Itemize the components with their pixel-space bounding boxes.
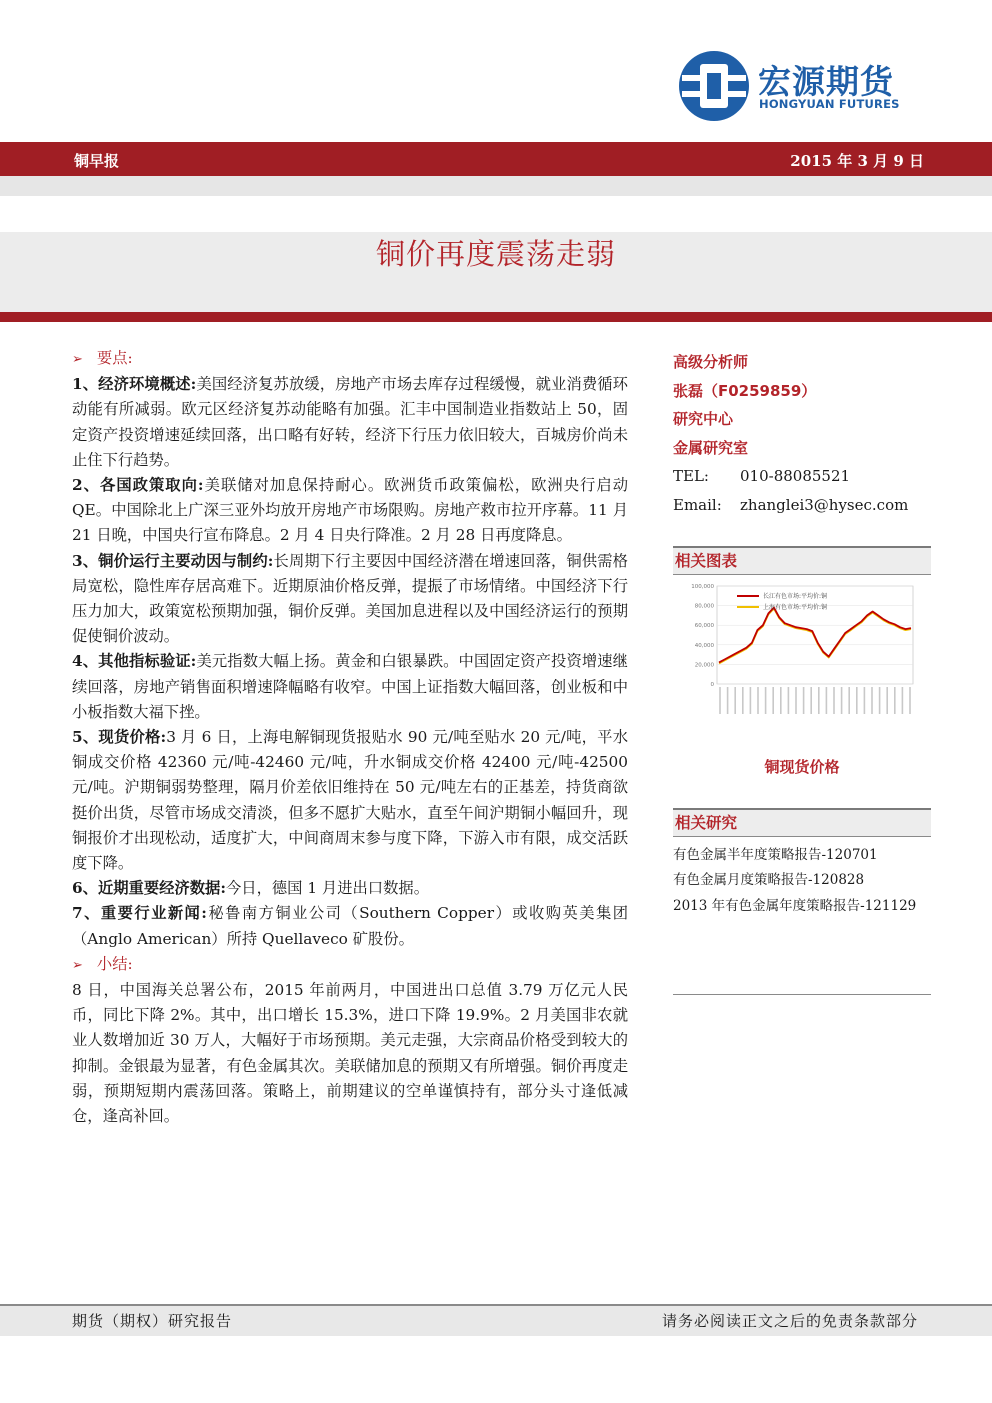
- y-tick-label: 40,000: [694, 642, 714, 649]
- arrow-bullet-icon: ➢: [72, 957, 83, 973]
- research-item[interactable]: 有色金属月度策略报告-120828: [673, 872, 865, 888]
- legend-label: 长江有色市场:平均价:铜: [763, 593, 828, 600]
- analyst-name: 张磊（F0259859）: [673, 381, 817, 400]
- brand-logo: [678, 50, 928, 122]
- point-5: 5、现货价格:3 月 6 日，上海电解铜现货报贴水 90 元/吨至贴水 20 元/吨，平水铜成交价格 42360 元/吨-42460 元/吨，升水铜成交价格 42400 元/吨-42500 元/吨。沪期铜弱势整理，隔月价差依旧维持在 50 元/吨左右的正基差，持货商欲挺价出货，尽管市场成交清淡，但多不愿扩大贴水，直至午间沪期铜小幅回升，现铜报价才出现松动，适度扩大，中间商周末参与度下降，下游入市有限，成交活跃度下降。: [72, 728, 628, 873]
- report-type: 铜早报: [74, 152, 120, 170]
- point-6: 6、近期重要经济数据:今日，德国 1 月进出口数据。: [72, 879, 429, 898]
- footer-left: 期货（期权）研究报告: [72, 1312, 233, 1330]
- y-tick-label: 0: [710, 682, 714, 688]
- logo-mark-icon: [678, 50, 750, 122]
- sidebar: [673, 348, 931, 914]
- legend-label: 上海有色市场:平均价:铜: [763, 604, 828, 611]
- related-charts-heading: 相关图表: [673, 548, 931, 575]
- key-points-heading: ➢ 要点:: [72, 349, 133, 367]
- arrow-bullet-icon: ➢: [72, 352, 83, 367]
- title-rule: [0, 312, 992, 322]
- series-line: [719, 608, 911, 663]
- y-tick-label: 20,000: [694, 662, 714, 669]
- copper-price-chart: [673, 574, 931, 749]
- related-research-heading: 相关研究: [673, 810, 931, 837]
- report-date: 2015 年 3 月 9 日: [790, 152, 924, 170]
- brand-name-en: HONGYUAN FUTURES: [759, 97, 900, 111]
- contact-tel: TEL: 010-88085521: [673, 467, 851, 485]
- point-1: 1、经济环境概述:美国经济复苏放缓，房地产市场去库存过程缓慢，就业消费循环动能有所减弱。欧元区经济复苏动能略有加强。汇丰中国制造业指数站上 50，固定资产投资增速延续回落，出口略有好转，经济下行压力依旧较大，百城房价尚未止住下行趋势。: [72, 375, 628, 469]
- email-link[interactable]: zhanglei3@hysec.com: [740, 496, 909, 514]
- y-tick-label: 100,000: [691, 584, 714, 590]
- chart-caption: 铜现货价格: [764, 758, 840, 776]
- report-title: 铜价再度震荡走弱: [375, 237, 616, 271]
- y-tick-label: 80,000: [694, 603, 714, 610]
- contact-email: Email: zhanglei3@hysec.com: [673, 496, 909, 514]
- research-item[interactable]: 2013 年有色金属年度策略报告-121129: [673, 898, 917, 914]
- point-4: 4、其他指标验证:美元指数大幅上扬。黄金和白银暴跌。中国固定资产投资增速继续回落，房地产销售面积增速降幅略有收窄。中国上证指数大幅回落，创业板和中小板指数大福下挫。: [72, 652, 628, 721]
- header-strip: [0, 176, 992, 196]
- sidebar-end-rule: [673, 994, 931, 995]
- research-item[interactable]: 有色金属半年度策略报告-120701: [673, 847, 878, 863]
- footer-disclaimer: 请务必阅读正文之后的免责条款部分: [661, 1312, 918, 1330]
- point-2: 2、各国政策取向:美联储对加息保持耐心。欧洲货币政策偏松，欧洲央行启动 QE。中国除北上广深三亚外均放开房地产市场限购。房地产救市拉开序幕。11 月 21 日晚，中国央行宣布降息。2 月 4 日央行降准。2 月 28 日再度降息。: [72, 476, 628, 545]
- point-7: 7、重要行业新闻:秘鲁南方铜业公司（Southern Copper）或收购英美集团（Anglo American）所持 Quellaveco 矿股份。: [72, 904, 628, 948]
- dept-research-center: 研究中心: [673, 410, 734, 428]
- point-3: 3、铜价运行主要动因与制约:长周期下行主要因中国经济潜在增速回落，铜供需格局宽松，隐性库存居高难下。近期原油价格反弹，提振了市场情绪。中国经济下行压力加大，政策宽松预期加强，铜价反弹。美国加息进程以及中国经济运行的预期促使铜价波动。: [72, 551, 628, 646]
- y-tick-label: 60,000: [694, 623, 714, 630]
- summary-heading: ➢ 小结:: [72, 954, 133, 973]
- main-content: [72, 346, 628, 1129]
- dept-metals: 金属研究室: [673, 438, 749, 457]
- summary-text: 8 日，中国海关总署公布，2015 年前两月，中国进出口总值 3.79 万亿元人民币，同比下降 2%。其中，出口增长 15.3%，进口下降 19.9%。2 月美国非农就业人数增加近 30 万人，大幅好于市场预期。美元走强，大宗商品价格受到较大的抑制。金银最为显著，有色金属其次。美联储加息的预期又有所增强。铜价再度走弱，预期短期内震荡回落。策略上，前期建议的空单谨慎持有，部分头寸逢低减仓，逢高补回。: [72, 981, 628, 1126]
- analyst-title: 高级分析师: [673, 353, 749, 371]
- brand-name-cn: 宏源期货: [758, 62, 894, 101]
